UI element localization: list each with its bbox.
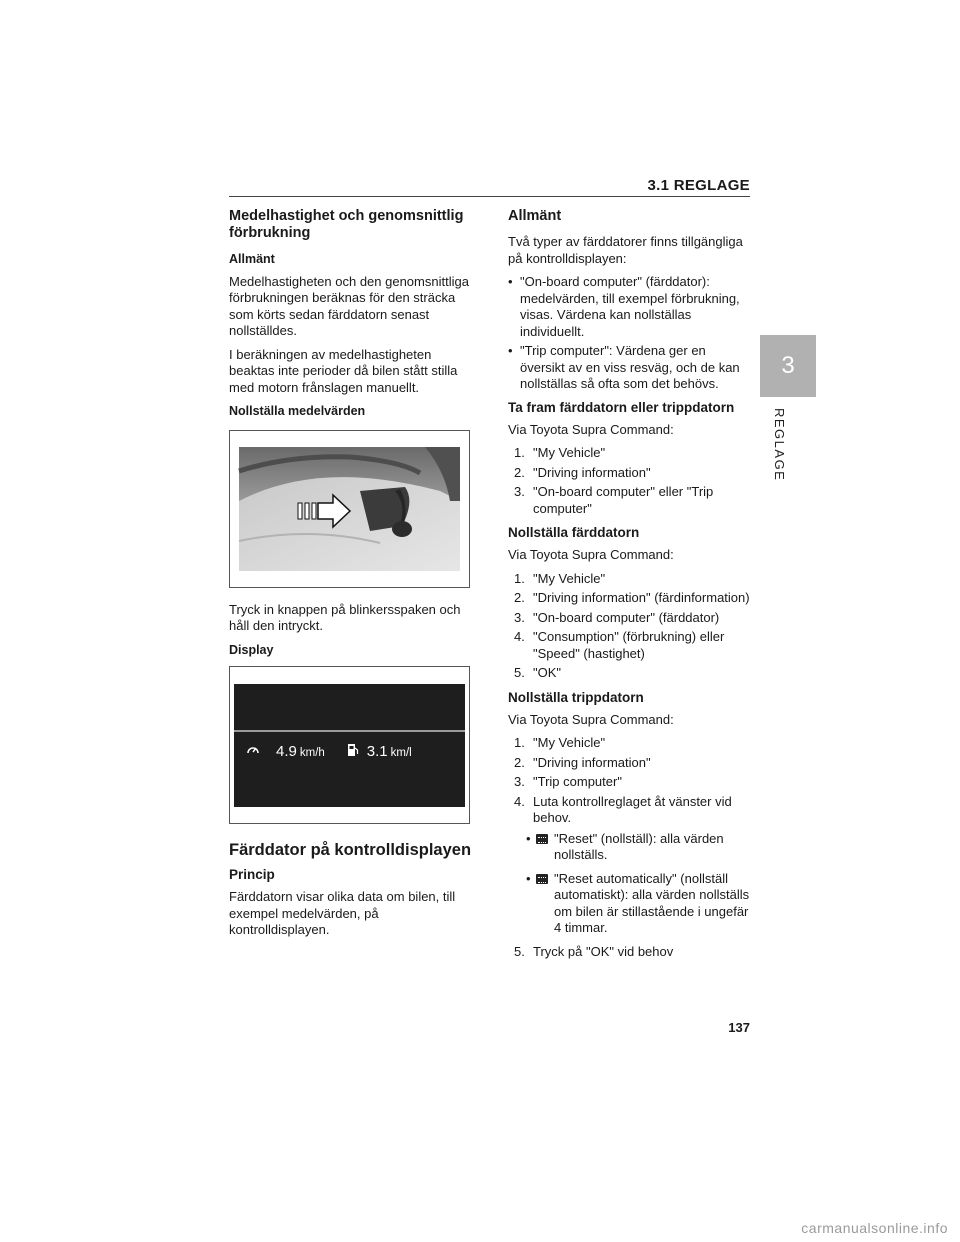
figure-caption: Tryck in knappen på blinkersspaken och håll den intryckt. bbox=[229, 601, 461, 633]
display-readout bbox=[246, 742, 461, 764]
speed-value: 4.9 bbox=[276, 743, 297, 760]
reset-options-list bbox=[508, 831, 752, 937]
control-display-screen bbox=[234, 684, 465, 807]
via-text: Via Toyota Supra Command: bbox=[508, 421, 674, 437]
general-heading-right: Allmänt bbox=[508, 208, 562, 224]
list-item: 2. "Driving information" (färdinformation) bbox=[514, 590, 750, 605]
reset-trippcomputer-heading: Nollställa trippdatorn bbox=[508, 689, 644, 705]
consumption-unit: km/l bbox=[390, 747, 412, 759]
reset-trip-steps-list bbox=[508, 571, 752, 682]
left-column bbox=[229, 208, 477, 946]
paragraph: I beräkningen av medelhastigheten beaktas inte perioder då bilen stått stilla med motorn frånslagen manuellt. bbox=[229, 346, 458, 395]
chapter-label: REGLAGE bbox=[772, 408, 787, 482]
reset-trip-computer-heading: Nollställa färddatorn bbox=[508, 525, 640, 540]
section-title: Medelhastighet och genomsnittlig förbrukning bbox=[229, 208, 464, 241]
via-text: Via Toyota Supra Command: bbox=[508, 547, 674, 562]
show-computer-heading: Ta fram färddatorn eller trippdatorn bbox=[508, 399, 735, 415]
list-item: • "Trip computer": Värdena ger en översikt av en viss resväg, och de kan nollställas så ofta som det behövs. bbox=[508, 343, 752, 393]
list-item: • "Reset" (nollställ): alla värden nollställs. bbox=[526, 830, 724, 862]
list-item: 3. "On-board computer" (färddator) bbox=[514, 609, 720, 625]
list-item: 3. "On-board computer" eller "Trip computer" bbox=[514, 484, 714, 516]
chapter-number: 3 bbox=[781, 352, 795, 379]
principle-text: Färddatorn visar olika data om bilen, till exempel medelvärden, på kontrolldisplayen. bbox=[229, 889, 456, 937]
right-column bbox=[508, 208, 752, 967]
final-step-list bbox=[508, 944, 752, 961]
reset-icon bbox=[536, 834, 548, 844]
speed-unit: km/h bbox=[299, 747, 325, 759]
list-item: 2. "Driving information" bbox=[514, 754, 651, 770]
list-item: 4. "Consumption" (förbrukning) eller "Speed" (hastighet) bbox=[514, 629, 725, 661]
paragraph: Medelhastigheten och den genomsnittliga förbrukningen beräknas för den sträcka som körts sedan färddatorn senast nollställdes. bbox=[229, 273, 469, 338]
speedometer-icon bbox=[246, 743, 260, 757]
list-item: 1. "My Vehicle" bbox=[514, 735, 606, 750]
list-item: • "Reset automatically" (nollställ automatiskt): alla värden nollställs om bilen är stillastående i ungefär 4 timmar. bbox=[526, 870, 750, 935]
reset-averages-heading: Nollställa medelvärden bbox=[229, 404, 366, 418]
display-heading: Display bbox=[229, 642, 274, 657]
computer-types-list bbox=[508, 274, 752, 393]
reset-tripcomp-steps-list bbox=[508, 735, 752, 827]
watermark: carmanualsonline.info bbox=[801, 1220, 948, 1236]
list-item: • "On-board computer" (färddator): medelvärden, till exempel förbrukning, visas. Värdena kan nollställas individuellt. bbox=[508, 274, 752, 340]
consumption-value: 3.1 bbox=[366, 743, 388, 760]
list-item: 1. "My Vehicle" bbox=[514, 445, 606, 460]
show-steps-list bbox=[508, 445, 752, 517]
principle-heading: Princip bbox=[229, 867, 275, 882]
via-text: Via Toyota Supra Command: bbox=[508, 711, 674, 727]
page-number: 137 bbox=[728, 1020, 750, 1035]
list-item: 5. "OK" bbox=[514, 665, 562, 680]
display-divider bbox=[234, 730, 465, 732]
lever-illustration bbox=[230, 431, 469, 587]
trip-computer-heading: Färddator på kontrolldisplayen bbox=[229, 841, 472, 859]
section-header bbox=[229, 176, 750, 197]
list-item: 2. "Driving information" bbox=[514, 464, 651, 480]
display-figure bbox=[229, 666, 470, 824]
chapter-tab bbox=[760, 335, 816, 397]
list-item: 3. "Trip computer" bbox=[514, 774, 622, 789]
general-heading: Allmänt bbox=[229, 252, 275, 266]
reset-automatically-icon bbox=[536, 874, 548, 884]
section-header-text: 3.1 REGLAGE bbox=[647, 177, 750, 194]
list-item: 4. Luta kontrollreglaget åt vänster vid behov. bbox=[514, 793, 732, 825]
list-item: 1. "My Vehicle" bbox=[514, 570, 606, 586]
intro-text: Två typer av färddatorer finns tillgängliga på kontrolldisplayen: bbox=[508, 234, 743, 266]
list-item: 5. Tryck på "OK" vid behov bbox=[514, 943, 674, 959]
fuel-pump-icon bbox=[347, 743, 359, 757]
turn-signal-lever-figure bbox=[229, 430, 470, 588]
